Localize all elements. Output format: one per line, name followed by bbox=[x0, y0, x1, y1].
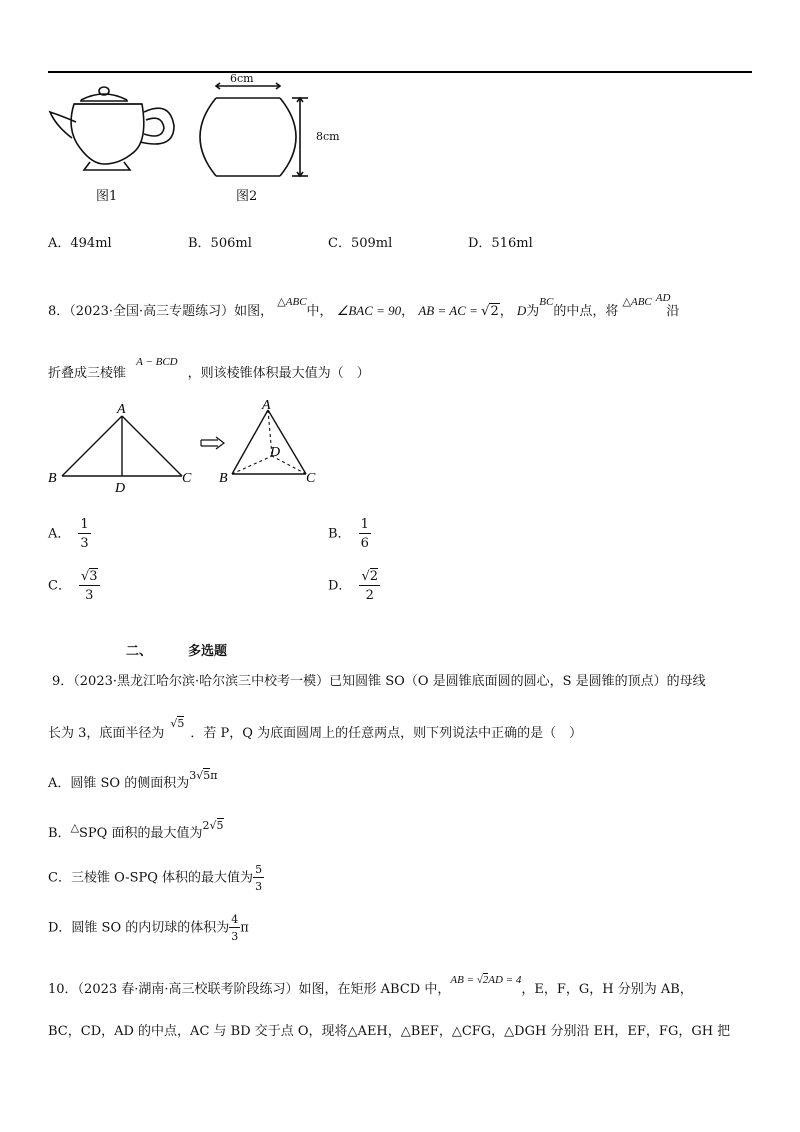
q7-option-c: C．509ml bbox=[328, 236, 393, 251]
q8-point-d: D bbox=[516, 303, 527, 318]
q8-triangle2: ABC bbox=[630, 296, 652, 308]
q9-option-c bbox=[48, 864, 264, 892]
figure1-label: 图1 bbox=[96, 189, 118, 204]
q8-sqrt2: √2 bbox=[481, 304, 499, 319]
q8-option-b-label: B． bbox=[328, 526, 351, 542]
q8-option-d-label: D． bbox=[328, 578, 352, 594]
q8-option-c-den: 3 bbox=[85, 588, 94, 603]
q7-option-a: A．494ml bbox=[48, 236, 112, 251]
q8-option-c-label: C． bbox=[48, 578, 71, 594]
q8-option-d-num: 2 bbox=[369, 569, 379, 584]
q9-option-d-pi: π bbox=[240, 920, 249, 936]
fig2-label-a: A bbox=[262, 398, 271, 413]
q8-sqrt2-value: 2 bbox=[490, 304, 499, 319]
q8-segment-bc: BC bbox=[539, 296, 554, 308]
q9-option-a-coef: 3 bbox=[189, 769, 197, 782]
teapot-figure bbox=[44, 82, 184, 182]
q10-line1: 10．（2023 春·湖南·高三校联考阶段练习）如图，在矩形 ABCD 中，$^{AB = √2AD = 4}$，E，F，G，H 分别为 AB， bbox=[48, 974, 693, 997]
q9-option-d-text: D．圆锥 SO 的内切球的体积为 bbox=[48, 920, 230, 936]
height-label: 8cm bbox=[316, 130, 340, 143]
q9-option-c-den: 3 bbox=[255, 880, 263, 893]
vessel-figure bbox=[188, 70, 348, 182]
section-title: 多选题 bbox=[188, 644, 228, 659]
q9-option-b: B．△SPQ 面积的最大值为$^{2√5}$ bbox=[48, 819, 224, 841]
q10-eq: AB = bbox=[450, 974, 477, 986]
q8-comma1: ， bbox=[401, 304, 415, 319]
q9-line2b: ．若 P，Q 为底面圆周上的任意两点，则下列说法中正确的是（ ） bbox=[190, 726, 583, 741]
q8-comma2: ， bbox=[499, 304, 513, 319]
q8-triangle: ABC bbox=[285, 296, 307, 308]
fig2-label-c: C bbox=[306, 471, 316, 486]
q8-pyramid: A − BCD bbox=[136, 356, 178, 368]
header-rule bbox=[48, 71, 752, 73]
q9-option-c-num: 5 bbox=[255, 863, 263, 876]
q8-text-midpoint: 的中点，将 bbox=[553, 304, 619, 319]
fig-label-d: D bbox=[115, 481, 126, 495]
figure2-label: 图2 bbox=[236, 189, 258, 204]
q8-source: （2023·全国·高三专题练习）如图， bbox=[69, 304, 274, 319]
q10-line1b: ，E，F，G，H 分别为 AB， bbox=[521, 982, 693, 997]
section-number: 二、 bbox=[126, 644, 153, 659]
q8-segment-ad: AD bbox=[655, 292, 671, 304]
q8-text-question: ，则该棱锥体积最大值为（ ） bbox=[187, 366, 370, 381]
q8-text-yan: 沿 bbox=[666, 304, 680, 319]
q7-option-d: D．516ml bbox=[468, 236, 533, 251]
q9-option-a-pi: π bbox=[210, 769, 218, 782]
q9-option-b-coef: 2 bbox=[202, 819, 210, 832]
q8-option-c: C． $\frac{√3}{3}$ bbox=[48, 569, 98, 603]
q8-option-c-num: 3 bbox=[89, 569, 98, 584]
q9-option-d bbox=[48, 914, 249, 942]
q10-line1a: 10．（2023 春·湖南·高三校联考阶段练习）如图，在矩形 ABCD 中， bbox=[48, 982, 451, 997]
q8-option-b-den: 6 bbox=[360, 536, 369, 551]
q9-option-b-rad: 5 bbox=[216, 819, 224, 832]
fig-label-b: B bbox=[48, 471, 57, 486]
q9-option-a: A．圆锥 SO 的侧面积为$^{3√5\pi}$ bbox=[48, 769, 218, 791]
q8-option-b bbox=[328, 518, 371, 550]
q9-line2: 长为 3，底面半径为$^{√5}$．若 P，Q 为底面圆周上的任意两点，则下列说法中正确的是（ ） bbox=[48, 717, 583, 741]
q10-line2: BC，CD，AD 的中点，AC 与 BD 交于点 O，现将△AEH，△BEF，△CFG，△DGH 分别沿 EH，EF，FG，GH 把 bbox=[48, 1024, 731, 1039]
q9-line1: 9．（2023·黑龙江哈尔滨·哈尔滨三中校考一模）已知圆锥 SO（O 是圆锥底面圆的圆心，S 是圆锥的顶点）的母线 bbox=[52, 674, 706, 689]
q9-option-a-rad: 5 bbox=[203, 769, 211, 782]
q8-option-a-label: A． bbox=[48, 526, 71, 542]
width-label: 6cm bbox=[230, 72, 254, 85]
q9-radius: 5 bbox=[177, 717, 185, 730]
triangle-figure bbox=[48, 400, 198, 495]
q10-eq2: AD = 4 bbox=[488, 974, 522, 986]
q7-option-b: B．506ml bbox=[188, 236, 252, 251]
q8-equation: AB = AC = bbox=[418, 303, 482, 318]
fig-label-a: A bbox=[117, 402, 126, 417]
q9-option-d-den: 3 bbox=[231, 930, 239, 943]
q9-option-d-num: 4 bbox=[231, 913, 239, 926]
q8-option-a-den: 3 bbox=[80, 536, 89, 551]
q8-option-b-num: 1 bbox=[360, 517, 369, 532]
q8-option-d-den: 2 bbox=[365, 588, 374, 603]
q8-text-fold: 折叠成三棱锥 bbox=[48, 366, 127, 381]
q9-option-c-text: C．三棱锥 O-SPQ 体积的最大值为 bbox=[48, 870, 254, 886]
q9-option-b-text: SPQ 面积的最大值为 bbox=[79, 826, 203, 841]
q8-line1: 8．（2023·全国·高三专题练习）如图， $^{\triangle ABC}$中， ∠BAC = 90， AB = AC = √2， D为$^{BC}$的中点，将 $^{\triangle ABC}$ $^{AD}$沿 bbox=[48, 292, 680, 319]
q9-option-b-label: B． bbox=[48, 826, 71, 841]
q9-option-a-text: A．圆锥 SO 的侧面积为 bbox=[48, 776, 190, 791]
q9-line2a: 长为 3，底面半径为 bbox=[48, 726, 165, 741]
fig2-label-d: D bbox=[270, 445, 281, 460]
q8-option-d: D． $\frac{√2}{2}$ bbox=[328, 569, 379, 603]
q8-angle: ∠BAC = 90 bbox=[336, 303, 402, 318]
fig-label-c: C bbox=[182, 471, 192, 486]
q10-sqrt2: 2 bbox=[482, 974, 489, 986]
q8-number: 8． bbox=[48, 304, 70, 319]
q8-text-wei: 为 bbox=[526, 304, 540, 319]
q8-option-a-num: 1 bbox=[80, 517, 89, 532]
q8-text-zhong: 中， bbox=[306, 304, 333, 319]
q8-line2 bbox=[48, 356, 370, 381]
pyramid-figure bbox=[214, 396, 324, 491]
q8-option-a bbox=[48, 518, 91, 550]
fig2-label-b: B bbox=[219, 471, 228, 486]
